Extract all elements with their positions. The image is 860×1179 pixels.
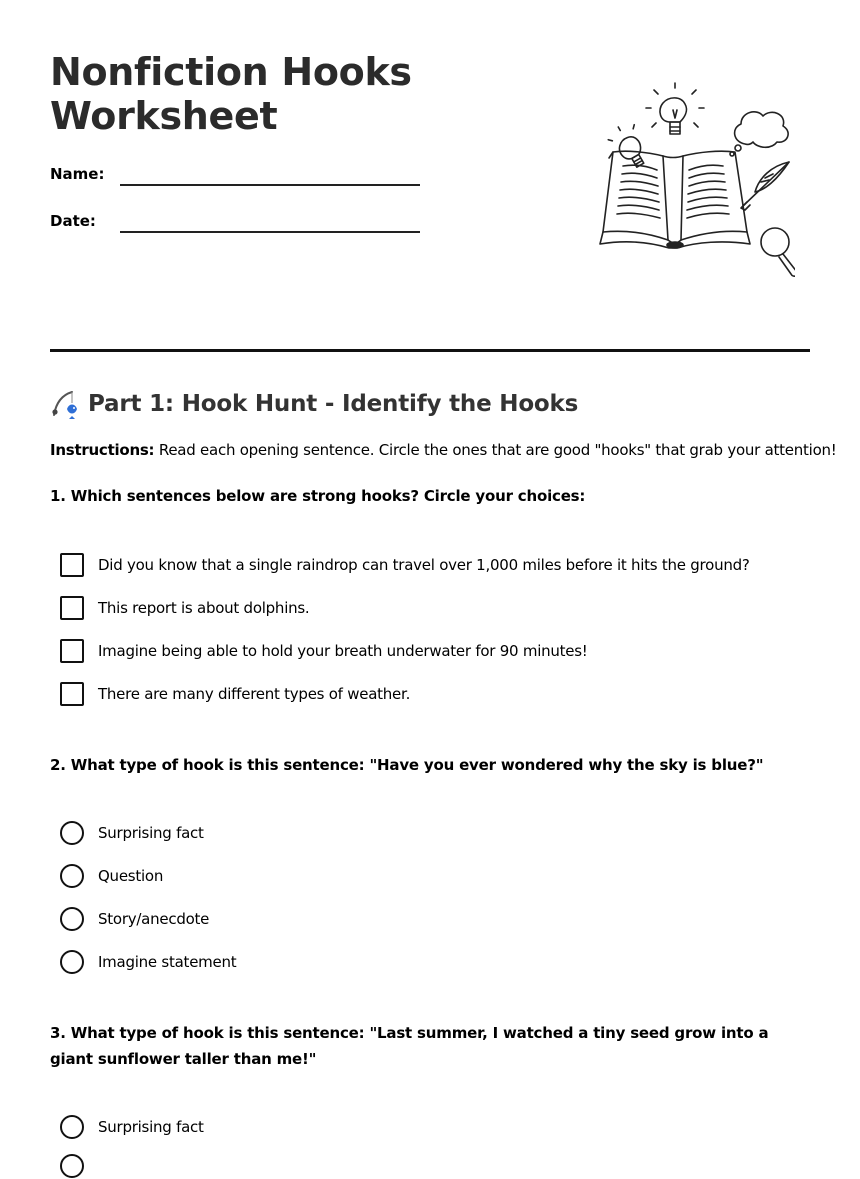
instructions-label: Instructions: (50, 441, 155, 459)
q2-option[interactable] (60, 820, 204, 846)
q1-option[interactable] (60, 552, 750, 578)
part1-title: Part 1: Hook Hunt - Identify the Hooks (88, 391, 579, 417)
option-label: This report is about dolphins. (98, 599, 310, 617)
quill-icon (741, 162, 789, 210)
q3-option[interactable] (60, 1153, 84, 1179)
q1-option[interactable] (60, 638, 588, 664)
name-line[interactable] (120, 184, 420, 186)
option-label: Imagine being able to hold your breath underwater for 90 minutes! (98, 642, 588, 660)
date-label: Date: (50, 212, 96, 230)
question-2: 2. What type of hook is this sentence: "Have you ever wondered why the sky is blue?" (50, 756, 764, 774)
instructions (50, 439, 837, 461)
checkbox[interactable] (60, 639, 84, 663)
date-line[interactable] (120, 231, 420, 233)
question-3: 3. What type of hook is this sentence: "Last summer, I watched a tiny seed grow into a giant sunflower taller than me!" (50, 1024, 769, 1068)
radio-button[interactable] (60, 821, 84, 845)
q2-option[interactable] (60, 863, 163, 889)
name-label: Name: (50, 165, 105, 183)
option-label: Surprising fact (98, 1118, 204, 1136)
q2-option[interactable] (60, 949, 236, 975)
q2-option[interactable] (60, 906, 209, 932)
option-label: There are many different types of weather. (98, 685, 411, 703)
name-field (50, 164, 420, 188)
fishing-rod-icon (50, 389, 80, 419)
instructions-text: Read each opening sentence. Circle the ones that are good "hooks" that grab your attention! (154, 441, 837, 459)
lightbulb-icon (646, 83, 704, 134)
section-divider (50, 349, 810, 352)
q1-option[interactable] (60, 681, 410, 707)
option-label: Surprising fact (98, 824, 204, 842)
option-label: Question (98, 867, 164, 885)
q3-option[interactable] (60, 1114, 204, 1140)
speech-bubble-icon (735, 112, 789, 147)
page-title: Nonfiction Hooks Worksheet (50, 50, 412, 138)
option-label: Story/anecdote (98, 910, 210, 928)
radio-button[interactable] (60, 1154, 84, 1178)
option-label: Imagine statement (98, 953, 237, 971)
open-book-illustration-icon (565, 82, 795, 287)
magnifying-glass-icon (761, 228, 795, 276)
radio-button[interactable] (60, 1115, 84, 1139)
radio-button[interactable] (60, 864, 84, 888)
checkbox[interactable] (60, 553, 84, 577)
radio-button[interactable] (60, 950, 84, 974)
checkbox[interactable] (60, 596, 84, 620)
option-label: Did you know that a single raindrop can travel over 1,000 miles before it hits the ground? (98, 556, 750, 574)
radio-button[interactable] (60, 907, 84, 931)
q1-option[interactable] (60, 595, 309, 621)
checkbox[interactable] (60, 682, 84, 706)
date-field (50, 211, 420, 235)
part1-heading (50, 388, 578, 420)
question-1: 1. Which sentences below are strong hooks? Circle your choices: (50, 487, 586, 505)
book-icon (600, 151, 750, 248)
